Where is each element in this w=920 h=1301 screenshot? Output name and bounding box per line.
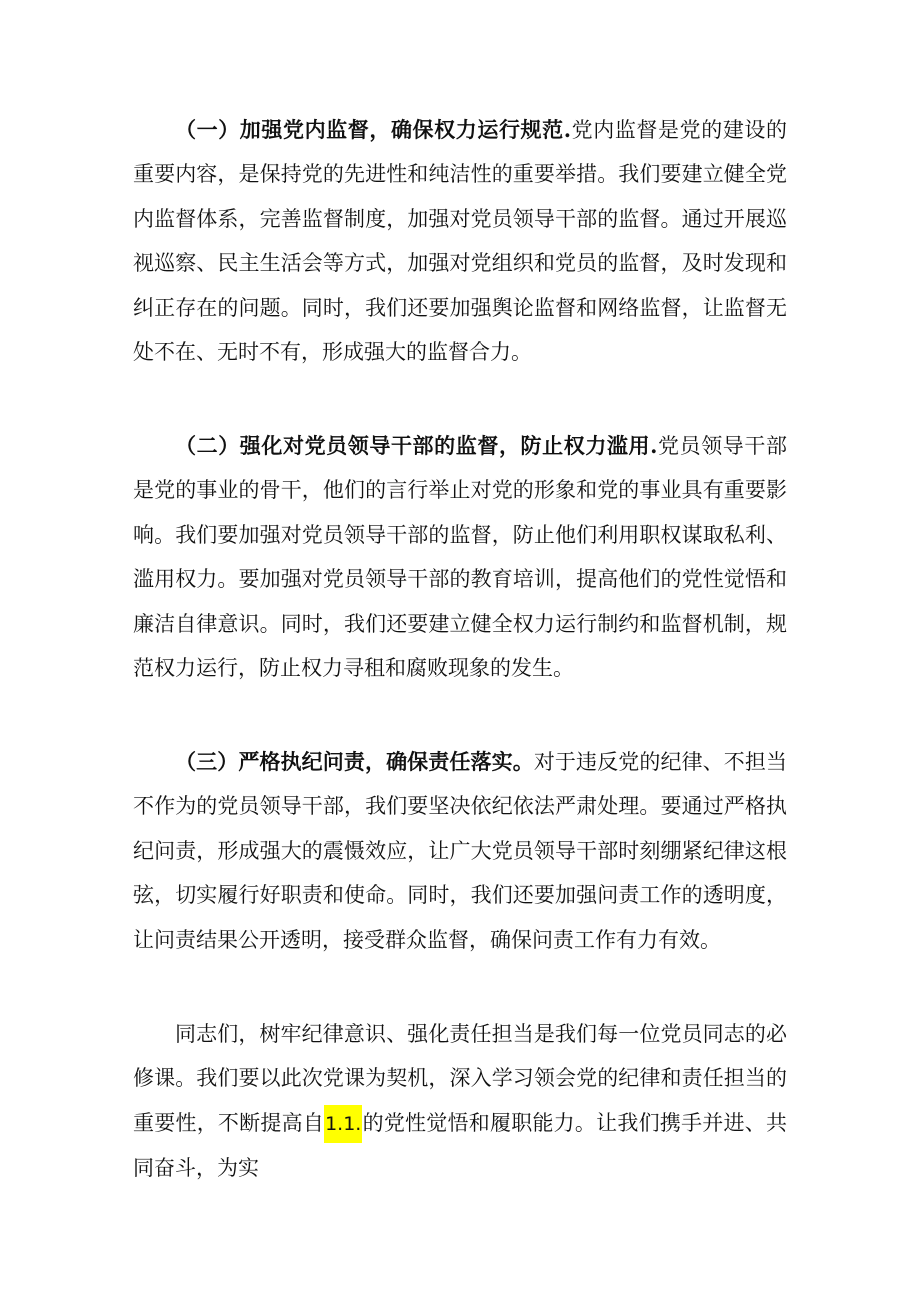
paragraph-3-body: 对于违反党的纪律、不担当不作为的党员领导干部，我们要坚决依纪依法严肃处理。要通过严格执纪问责，形成强大的震慑效应，让广大党员领导干部时刻绷紧纪律这根弦，切实履行好职责和使命。同时，我们还要加强问责工作的透明度，让问责结果公开透明，接受群众监督，确保问责工作有力有效。 bbox=[133, 750, 788, 952]
highlighted-marker: 1.1. bbox=[324, 1105, 362, 1143]
paragraph-3 bbox=[133, 740, 787, 962]
paragraph-1-body: 党内监督是党的建设的重要内容，是保持党的先进性和纯洁性的重要举措。我们要建立健全党内监督体系，完善监督制度，加强对党员领导干部的监督。通过开展巡视巡察、民主生活会等方式，加强对党组织和党员的监督，及时发现和纠正存在的问题。同时，我们还要加强舆论监督和网络监督，让监督无处不在、无时不有，形成强大的监督合力。 bbox=[133, 118, 788, 365]
closing-paragraph bbox=[133, 1012, 787, 1191]
paragraph-1 bbox=[133, 108, 787, 374]
paragraph-2 bbox=[133, 424, 787, 690]
paragraph-2-body: 党员领导干部是党的事业的骨干，他们的言行举止对党的形象和党的事业具有重要影响。我们要加强对党员领导干部的监督，防止他们利用职权谋取私利、滥用权力。要加强对党员领导干部的教育培训，提高他们的党性觉悟和廉洁自律意识。同时，我们还要建立健全权力运行制约和监督机制，规范权力运行，防止权力寻租和腐败现象的发生。 bbox=[133, 434, 787, 681]
paragraph-2-heading: （二）强化对党员领导干部的监督，防止权力滥用. bbox=[175, 433, 658, 458]
closing-text-before: 同志们，树牢纪律意识、强化责任担当是我们每一位党员同志的必修课。我们要以此次党课为契机，深入学习领会党的纪律和责任担当的重要性，不断提高自 bbox=[133, 1022, 787, 1135]
paragraph-3-heading: （三）严格执纪问责，确保责任落实。 bbox=[175, 749, 534, 774]
closing-text-after: 的党性觉悟和履职能力。让我们携手并进、共同奋斗，为实 bbox=[133, 1110, 788, 1181]
paragraph-1-heading: （一）加强党内监督，确保权力运行规范. bbox=[175, 117, 572, 142]
